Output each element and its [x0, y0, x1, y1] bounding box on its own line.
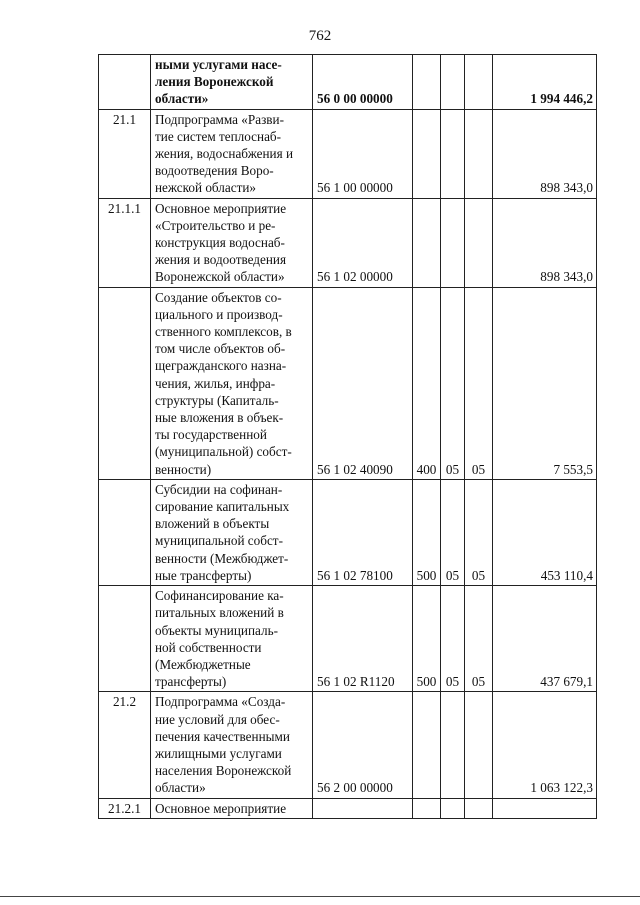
expense-type-cell: 400 [413, 287, 441, 479]
page-bottom-rule [0, 896, 640, 897]
subsection-cell [465, 55, 493, 110]
table-row [99, 479, 597, 585]
subsection-cell: 05 [465, 287, 493, 479]
table-body [99, 55, 597, 819]
table-row [99, 586, 597, 692]
amount-cell: 1 063 122,3 [493, 692, 597, 798]
name-line: области» [155, 780, 206, 796]
name-line: чения, жилья, инфра- [155, 375, 276, 391]
row-number-cell [99, 479, 151, 585]
expense-type-cell: 500 [413, 586, 441, 692]
section-cell: 05 [441, 479, 465, 585]
name-line: циального и производ- [155, 306, 283, 322]
row-number-cell [99, 586, 151, 692]
name-line: объекты муниципаль- [155, 622, 278, 638]
section-cell: 05 [441, 287, 465, 479]
name-line: том числе объектов об- [155, 341, 286, 357]
name-line: водоотведения Воро- [155, 163, 274, 179]
target-article-cell: 56 2 00 00000 [313, 692, 413, 798]
page-number: 762 [308, 28, 332, 44]
row-name-cell [151, 586, 313, 692]
section-cell [441, 198, 465, 287]
name-line: области» [155, 91, 209, 107]
name-line: Основное мероприятие [155, 800, 287, 816]
name-line: жилищными услугами [155, 745, 282, 761]
amount-cell: 898 343,0 [493, 198, 597, 287]
subsection-cell [465, 798, 493, 818]
table-row [99, 798, 597, 818]
name-line: нежской области» [155, 180, 256, 196]
target-article-cell: 56 1 02 00000 [313, 198, 413, 287]
table-row [99, 55, 597, 110]
name-line: Субсидии на софинан- [155, 481, 283, 497]
row-name-cell [151, 55, 313, 110]
name-line: Основное мероприятие [155, 200, 287, 216]
subsection-cell [465, 109, 493, 198]
row-name-cell [151, 798, 313, 818]
name-line: печения качественными [155, 728, 290, 744]
name-line: ления Воронежской [155, 74, 274, 90]
name-line: ной собственности [155, 639, 262, 655]
expense-type-cell [413, 55, 441, 110]
row-number-cell [99, 287, 151, 479]
row-name-cell [151, 692, 313, 798]
subsection-cell [465, 198, 493, 287]
target-article-cell: 56 1 02 R1120 [313, 586, 413, 692]
row-name-cell [151, 198, 313, 287]
name-line: муниципальной собст- [155, 533, 283, 549]
section-cell [441, 798, 465, 818]
name-line: сирование капитальных [155, 499, 290, 515]
name-line: щегражданского назна- [155, 358, 287, 374]
name-line: «Строительство и ре- [155, 217, 276, 233]
row-name-cell [151, 479, 313, 585]
budget-table [98, 54, 597, 819]
table-row [99, 198, 597, 287]
table-row [99, 692, 597, 798]
target-article-cell [313, 798, 413, 818]
table-row [99, 109, 597, 198]
name-line: жения, водоснабжения и [155, 146, 294, 162]
row-number-cell: 21.1.1 [99, 198, 151, 287]
target-article-cell: 56 1 00 00000 [313, 109, 413, 198]
name-line: Софинансирование ка- [155, 588, 284, 604]
row-name-cell [151, 109, 313, 198]
expense-type-cell [413, 798, 441, 818]
expense-type-cell [413, 109, 441, 198]
name-line: структуры (Капиталь- [155, 392, 279, 408]
name-line: Подпрограмма «Разви- [155, 111, 284, 127]
name-line: венности) [155, 461, 212, 477]
name-line: Подпрограмма «Созда- [155, 694, 286, 710]
expense-type-cell [413, 198, 441, 287]
row-name-cell [151, 287, 313, 479]
name-line: ственного комплексов, в [155, 324, 292, 340]
target-article-cell: 56 1 02 78100 [313, 479, 413, 585]
table-row [99, 287, 597, 479]
name-line: (Межбюджетные [155, 656, 251, 672]
row-number-cell [99, 55, 151, 110]
target-article-cell: 56 0 00 00000 [313, 55, 413, 110]
name-line: вложений в объекты [155, 516, 270, 532]
name-line: ные трансферты) [155, 567, 252, 583]
name-line: ные вложения в объек- [155, 410, 284, 426]
name-line: Воронежской области» [155, 269, 285, 285]
amount-cell [493, 798, 597, 818]
name-line: венности (Межбюджет- [155, 550, 289, 566]
name-line: населения Воронежской [155, 763, 292, 779]
name-line: ными услугами насе- [155, 57, 282, 72]
expense-type-cell: 500 [413, 479, 441, 585]
amount-cell: 898 343,0 [493, 109, 597, 198]
amount-cell: 437 679,1 [493, 586, 597, 692]
name-line: ние условий для обес- [155, 711, 280, 727]
amount-cell: 453 110,4 [493, 479, 597, 585]
name-line: (муниципальной) собст- [155, 444, 292, 460]
name-line: конструкция водоснаб- [155, 235, 285, 251]
section-cell [441, 692, 465, 798]
name-line: жения и водоотведения [155, 252, 287, 268]
row-number-cell: 21.1 [99, 109, 151, 198]
name-line: питальных вложений в [155, 605, 284, 621]
section-cell [441, 55, 465, 110]
name-line: ты государственной [155, 427, 267, 443]
subsection-cell [465, 692, 493, 798]
section-cell: 05 [441, 586, 465, 692]
target-article-cell: 56 1 02 40090 [313, 287, 413, 479]
subsection-cell: 05 [465, 479, 493, 585]
amount-cell: 1 994 446,2 [493, 55, 597, 110]
row-number-cell: 21.2.1 [99, 798, 151, 818]
name-line: Создание объектов со- [155, 289, 282, 305]
row-number-cell: 21.2 [99, 692, 151, 798]
expense-type-cell [413, 692, 441, 798]
name-line: трансферты) [155, 674, 227, 690]
amount-cell: 7 553,5 [493, 287, 597, 479]
subsection-cell: 05 [465, 586, 493, 692]
section-cell [441, 109, 465, 198]
name-line: тие систем теплоснаб- [155, 128, 282, 144]
